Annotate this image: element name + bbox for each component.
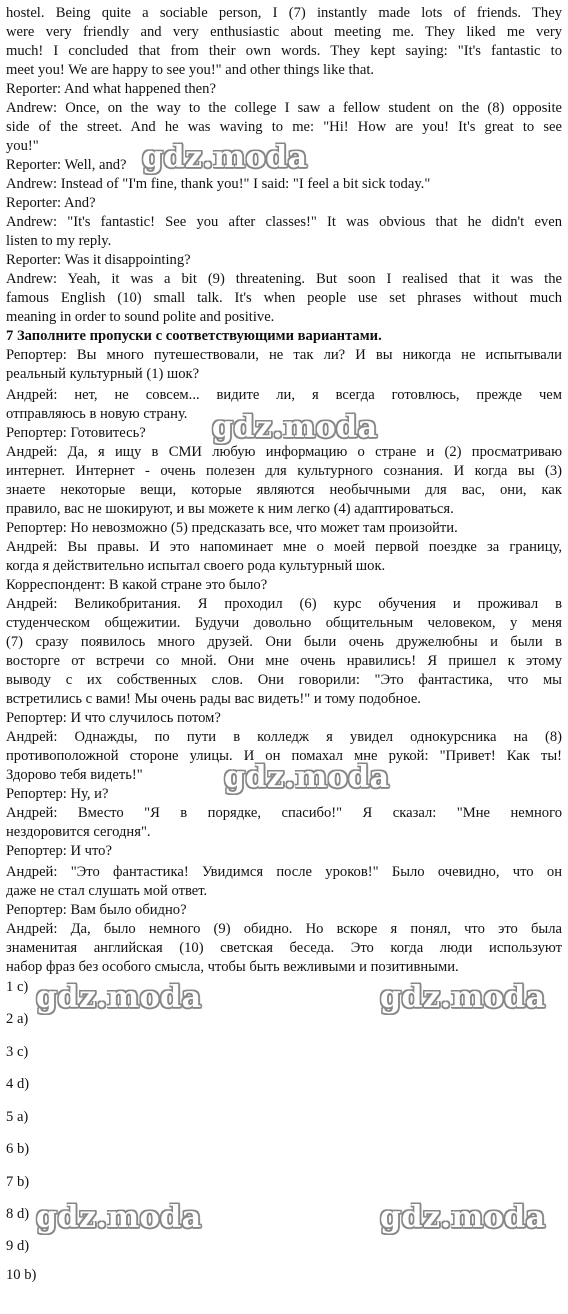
answer-item: 6 b) [6, 1141, 30, 1157]
answer-item: 3 c) [6, 1044, 29, 1060]
text-line: Андрей: "Это фантастика! Увидимся после уроков!" Было очевидно, что он [6, 864, 562, 880]
text-line: Андрей: Да, я ищу в СМИ любую информацию о стране и (2) просматриваю [6, 444, 562, 460]
text-line: Андрей: нет, не совсем... видите ли, я всегда готовлюсь, прежде чем [6, 387, 562, 403]
answer-item: 5 a) [6, 1109, 29, 1125]
text-line: (7) сразу появилось много друзей. Они были очень дружелюбны и были в [6, 634, 562, 650]
text-line: интернет. Интернет - очень полезен для культурного сознания. И когда вы (3) [6, 463, 562, 479]
text-line: Андрей: Вы правы. И это напоминает мне о моей первой поездке за границу, [6, 539, 562, 555]
text-line: Корреспондент: В какой стране это было? [6, 577, 268, 593]
text-line: Андрей: Однажды, по пути в колледж я увидел однокурсника на (8) [6, 729, 562, 745]
text-line: реальный культурный (1) шок? [6, 366, 200, 382]
text-line: Андрей: Вместо "Я в порядке, спасибо!" Я сказал: "Мне немного [6, 805, 562, 821]
watermark-logo: gdz.moda [380, 1200, 546, 1235]
watermark-logo: gdz.moda [212, 410, 378, 445]
text-line: you!" [6, 138, 39, 154]
text-line: знаменитая английская (10) светская беседа. Это когда люди используют [6, 940, 562, 956]
text-line: Репортер: Но невозможно (5) предсказать все, что может там произойти. [6, 520, 458, 536]
text-line: Репортер: Готовитесь? [6, 425, 146, 441]
watermark-logo: gdz.moda [36, 980, 202, 1015]
text-line: знаете некоторые вещи, которые являются необычными для вас, они, как [6, 482, 562, 498]
text-line: Репортер: Вы много путешествовали, не так ли? И вы никогда не испытывали [6, 347, 562, 363]
text-line: Репортер: Ну, и? [6, 786, 109, 802]
text-line: когда я действительно испытал своего рода культурный шок. [6, 558, 386, 574]
text-line: Andrew: Once, on the way to the college I saw a fellow student on the (8) opposite [6, 100, 562, 116]
text-line: правило, вас не шокируют, и вы можете к ним легко (4) адаптироваться. [6, 501, 454, 517]
text-line: нездоровится сегодня". [6, 824, 151, 840]
text-line: meaning in order to sound polite and positive. [6, 309, 275, 325]
answer-item: 1 c) [6, 979, 29, 995]
text-line: студенческом общежитии. Будучи довольно общительным человеком, у меня [6, 615, 562, 631]
text-line: Andrew: Yeah, it was a bit (9) threatening. But soon I realised that it was the [6, 271, 562, 287]
text-line: противоположной стороне улицы. И он помахал мне рукой: "Привет! Как ты! [6, 748, 562, 764]
text-line: Reporter: Was it disappointing? [6, 252, 191, 268]
watermark-logo: gdz.moda [142, 140, 308, 175]
text-line: Андрей: Да, было немного (9) обидно. Но вскоре я понял, что это была [6, 921, 562, 937]
text-line: side of the street. And he was waving to me: "Hi! How are you! It's great to see [6, 119, 562, 135]
text-line: much! I concluded that from their own words. They kept saying: "It's fantastic to [6, 43, 562, 59]
answer-item: 4 d) [6, 1076, 30, 1092]
answer-item: 9 d) [6, 1238, 30, 1254]
exercise-heading: 7 Заполните пропуски с соответствующими вариантами. [6, 328, 382, 344]
text-line: Здорово тебя видеть!" [6, 767, 143, 783]
watermark-logo: gdz.moda [36, 1200, 202, 1235]
text-line: Andrew: Instead of "I'm fine, thank you!" I said: "I feel a bit sick today." [6, 176, 431, 192]
text-line: famous English (10) small talk. It's when people use set phrases without much [6, 290, 562, 306]
text-line: were very friendly and very enthusiastic about meeting me. They liked me very [6, 24, 562, 40]
answer-item: 2 a) [6, 1011, 29, 1027]
text-line: Репортер: И что? [6, 843, 112, 859]
answer-item: 8 d) [6, 1206, 30, 1222]
answer-item: 10 b) [6, 1267, 37, 1283]
watermark-logo: gdz.moda [224, 760, 390, 795]
text-line: Reporter: Well, and? [6, 157, 127, 173]
text-line: восторге от встречи со мной. Они мне очень нравились! Я пришел к этому [6, 653, 562, 669]
text-line: выводу с их собственных слов. Они говорили: "Это фантастика, что мы [6, 672, 562, 688]
text-line: Reporter: And what happened then? [6, 81, 216, 97]
text-line: Репортер: Вам было обидно? [6, 902, 187, 918]
text-line: Репортер: И что случилось потом? [6, 710, 221, 726]
answer-item: 7 b) [6, 1174, 30, 1190]
text-line: Андрей: Великобритания. Я проходил (6) курс обучения и проживал в [6, 596, 562, 612]
text-line: meet you! We are happy to see you!" and other things like that. [6, 62, 375, 78]
text-line: Reporter: And? [6, 195, 96, 211]
text-line: встретились с вами! Мы очень рады вас видеть!" и тому подобное. [6, 691, 421, 707]
text-line: hostel. Being quite a sociable person, I (7) instantly made lots of friends. They [6, 5, 562, 21]
text-line: набор фраз без особого смысла, чтобы быть вежливыми и позитивными. [6, 959, 459, 975]
text-line: отправляюсь в новую страну. [6, 406, 188, 422]
text-line: listen to my reply. [6, 233, 112, 249]
text-line: Andrew: "It's fantastic! See you after classes!" It was obvious that he didn't even [6, 214, 562, 230]
watermark-logo: gdz.moda [380, 980, 546, 1015]
text-line: даже не стал слушать мой ответ. [6, 883, 208, 899]
